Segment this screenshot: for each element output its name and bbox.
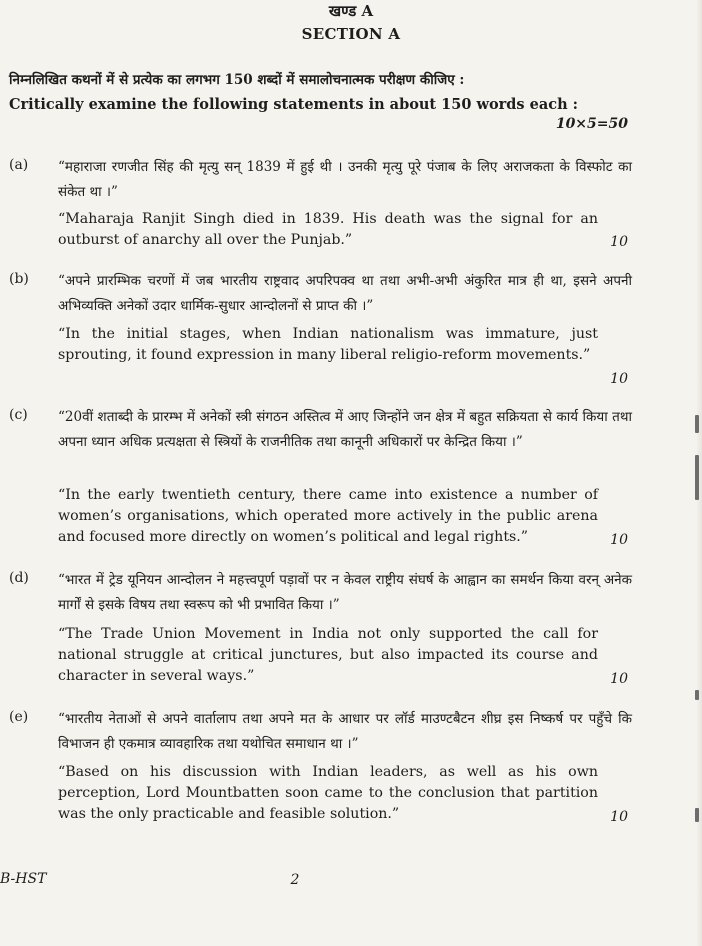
- question-text-hindi: “महाराजा रणजीत सिंह की मृत्यु सन् 1839 में हुई थी । उनकी मृत्यु पूरे पंजाब के लिए अराजकता के विस्फोट का संकेत था ।”: [58, 159, 632, 200]
- question-marks: 10: [610, 671, 628, 687]
- scan-mark: [695, 808, 699, 822]
- question-letter: (d): [9, 570, 29, 586]
- page-number: 2: [290, 872, 300, 888]
- total-marks: 10×5=50: [555, 116, 628, 132]
- question-marks: 10: [610, 371, 628, 387]
- question-marks: 10: [610, 532, 628, 548]
- question-text-english: “In the early twentieth century, there came into existence a number of women’s organisations, which operated more actively in the public arena and focused more directly on women’s political and legal rights.”: [58, 487, 598, 545]
- scan-mark: [695, 690, 699, 700]
- question-text-english: “Maharaja Ranjit Singh died in 1839. His death was the signal for an outburst of anarchy all over the Punjab.”: [58, 211, 598, 248]
- question-text-hindi: “भारत में ट्रेड यूनियन आन्दोलन ने महत्त्वपूर्ण पड़ावों पर न केवल राष्ट्रीय संघर्ष के आह्वान का समर्थन किया वरन् अनेक मार्गों से इसके विषय तथा स्वरूप को भी प्रभावित किया ।”: [58, 572, 632, 613]
- question-letter: (b): [9, 271, 29, 287]
- section-title: SECTION A: [301, 25, 401, 43]
- question-text-english: “In the initial stages, when Indian nationalism was immature, just sprouting, it found expression in many liberal religio-reform movements.”: [58, 326, 598, 363]
- question-text-hindi: “भारतीय नेताओं से अपने वार्तालाप तथा अपने मत के आधार पर लॉर्ड माउण्टबैटन शीघ्र इस निष्कर्ष पर पहुँचे कि विभाजन ही एकमात्र व्यावहारिक तथा यथोचित समाधान था ।”: [58, 711, 632, 752]
- question-marks: 10: [610, 234, 628, 250]
- scan-mark: [695, 455, 699, 500]
- question-letter: (e): [9, 709, 29, 725]
- question-text-english: “The Trade Union Movement in India not only supported the call for national struggle at critical junctures, but also impacted its course and character in several ways.”: [58, 626, 598, 684]
- paper-code: B-HST: [0, 871, 47, 887]
- instructions-hindi: निम्नलिखित कथनों में से प्रत्येक का लगभग 150 शब्दों में समालोचनात्मक परीक्षण कीजिए :: [9, 72, 465, 88]
- instructions-english: Critically examine the following statements in about 150 words each :: [9, 96, 579, 113]
- question-letter: (c): [9, 407, 28, 423]
- section-title-hindi: खण्ड A: [328, 2, 374, 20]
- question-text-english: “Based on his discussion with Indian leaders, as well as his own perception, Lord Mountbatten soon came to the conclusion that partition was the only practicable and feasible solution.”: [58, 764, 598, 822]
- question-text-hindi: “अपने प्रारम्भिक चरणों में जब भारतीय राष्ट्रवाद अपरिपक्व था तथा अभी-अभी अंकुरित मात्र ही था, इसने अपनी अभिव्यक्ति अनेकों उदार धार्मिक-सुधार आन्दोलनों से प्राप्त की ।”: [58, 273, 632, 314]
- question-text-hindi: “20वीं शताब्दी के प्रारम्भ में अनेकों स्त्री संगठन अस्तित्व में आए जिन्होंने जन क्षेत्र में बहुत सक्रियता से कार्य किया तथा अपना ध्यान अधिक प्रत्यक्षता से स्त्रियों के राजनीतिक तथा कानूनी अधिकारों पर केन्द्रित किया ।”: [58, 409, 632, 450]
- question-letter: (a): [9, 157, 29, 173]
- question-marks: 10: [610, 809, 628, 825]
- scan-mark: [695, 415, 699, 433]
